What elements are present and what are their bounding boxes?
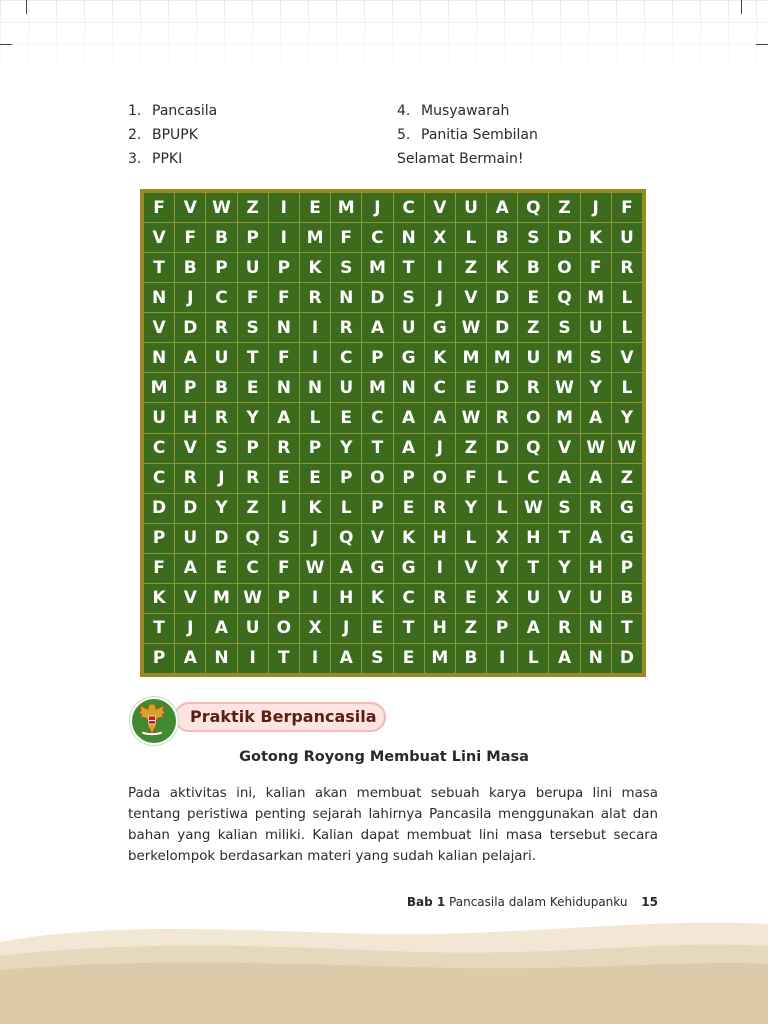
- puzzle-letter: I: [269, 193, 299, 222]
- puzzle-letter: E: [238, 373, 268, 402]
- puzzle-letter: I: [487, 644, 517, 673]
- puzzle-letter: N: [269, 313, 299, 342]
- word-search-puzzle: [140, 189, 646, 677]
- puzzle-letter: P: [175, 373, 205, 402]
- closing-text: Selamat Bermain!: [397, 151, 524, 167]
- puzzle-letter: T: [269, 644, 299, 673]
- puzzle-letter: K: [425, 343, 455, 372]
- puzzle-letter: D: [612, 644, 642, 673]
- chapter-title: Pancasila dalam Kehidupanku: [449, 895, 628, 909]
- puzzle-letter: A: [394, 403, 424, 432]
- puzzle-letter: A: [581, 464, 611, 493]
- puzzle-letter: F: [269, 554, 299, 583]
- puzzle-letter: U: [581, 313, 611, 342]
- puzzle-letter: C: [144, 464, 174, 493]
- puzzle-letter: F: [144, 193, 174, 222]
- puzzle-letter: N: [269, 373, 299, 402]
- puzzle-letter: J: [362, 193, 392, 222]
- puzzle-letter: C: [362, 403, 392, 432]
- puzzle-grid: [144, 193, 642, 673]
- puzzle-letter: G: [612, 494, 642, 523]
- puzzle-letter: J: [175, 283, 205, 312]
- puzzle-letter: R: [331, 313, 361, 342]
- puzzle-letter: W: [206, 193, 236, 222]
- puzzle-letter: V: [144, 313, 174, 342]
- puzzle-letter: B: [175, 253, 205, 282]
- puzzle-letter: A: [581, 524, 611, 553]
- puzzle-letter: K: [300, 253, 330, 282]
- puzzle-letter: S: [549, 313, 579, 342]
- puzzle-letter: D: [362, 283, 392, 312]
- puzzle-letter: U: [331, 373, 361, 402]
- puzzle-letter: A: [331, 554, 361, 583]
- puzzle-letter: E: [394, 494, 424, 523]
- puzzle-letter: A: [581, 403, 611, 432]
- activity-paragraph: Pada aktivitas ini, kalian akan membuat sebuah karya berupa lini masa tentang peristiwa penting sejarah lahirnya Pancasila menggunakan alat dan bahan yang kalian miliki. Kalian dapat membuat lini masa tersebut secara berkelompok berdasarkan materi yang sudah kalian pelajari.: [128, 786, 658, 864]
- puzzle-letter: N: [300, 373, 330, 402]
- puzzle-letter: V: [425, 193, 455, 222]
- puzzle-letter: V: [549, 584, 579, 613]
- page-footer: [407, 895, 658, 909]
- puzzle-letter: I: [300, 343, 330, 372]
- puzzle-letter: U: [456, 193, 486, 222]
- puzzle-letter: R: [487, 403, 517, 432]
- puzzle-letter: M: [549, 343, 579, 372]
- puzzle-letter: N: [206, 644, 236, 673]
- puzzle-letter: E: [456, 373, 486, 402]
- puzzle-letter: E: [518, 283, 548, 312]
- puzzle-letter: B: [206, 373, 236, 402]
- section-title: Praktik Berpancasila: [190, 707, 377, 726]
- puzzle-letter: T: [394, 253, 424, 282]
- puzzle-letter: F: [175, 223, 205, 252]
- puzzle-letter: F: [612, 193, 642, 222]
- puzzle-letter: P: [331, 464, 361, 493]
- puzzle-letter: L: [487, 494, 517, 523]
- puzzle-letter: E: [362, 614, 392, 643]
- puzzle-letter: P: [144, 524, 174, 553]
- puzzle-letter: M: [300, 223, 330, 252]
- puzzle-letter: M: [331, 193, 361, 222]
- puzzle-letter: D: [487, 434, 517, 463]
- puzzle-letter: J: [331, 614, 361, 643]
- puzzle-letter: S: [269, 524, 299, 553]
- puzzle-letter: I: [238, 644, 268, 673]
- puzzle-letter: A: [425, 403, 455, 432]
- crop-mark: [26, 0, 27, 14]
- puzzle-letter: T: [518, 554, 548, 583]
- puzzle-letter: H: [518, 524, 548, 553]
- puzzle-letter: L: [487, 464, 517, 493]
- puzzle-letter: K: [394, 524, 424, 553]
- crop-mark: [741, 0, 742, 14]
- puzzle-letter: L: [612, 373, 642, 402]
- puzzle-letter: X: [425, 223, 455, 252]
- puzzle-letter: C: [238, 554, 268, 583]
- puzzle-letter: E: [394, 644, 424, 673]
- puzzle-letter: J: [581, 193, 611, 222]
- puzzle-letter: H: [581, 554, 611, 583]
- puzzle-letter: P: [300, 434, 330, 463]
- puzzle-letter: V: [456, 283, 486, 312]
- puzzle-letter: R: [206, 313, 236, 342]
- puzzle-letter: V: [175, 193, 205, 222]
- list-item: 5. Panitia Sembilan: [397, 127, 538, 143]
- puzzle-letter: E: [456, 584, 486, 613]
- puzzle-letter: W: [300, 554, 330, 583]
- puzzle-letter: R: [518, 373, 548, 402]
- puzzle-letter: K: [300, 494, 330, 523]
- puzzle-letter: D: [487, 373, 517, 402]
- puzzle-letter: X: [487, 584, 517, 613]
- puzzle-letter: V: [175, 584, 205, 613]
- puzzle-letter: Z: [456, 253, 486, 282]
- puzzle-letter: Z: [456, 434, 486, 463]
- puzzle-letter: K: [144, 584, 174, 613]
- puzzle-letter: H: [175, 403, 205, 432]
- puzzle-letter: T: [394, 614, 424, 643]
- puzzle-letter: S: [238, 313, 268, 342]
- puzzle-letter: T: [144, 253, 174, 282]
- puzzle-letter: Z: [238, 193, 268, 222]
- garuda-icon: [136, 701, 168, 737]
- puzzle-letter: B: [612, 584, 642, 613]
- puzzle-letter: N: [144, 283, 174, 312]
- puzzle-letter: M: [362, 253, 392, 282]
- puzzle-letter: G: [362, 554, 392, 583]
- puzzle-letter: K: [581, 223, 611, 252]
- puzzle-letter: C: [425, 373, 455, 402]
- puzzle-letter: M: [206, 584, 236, 613]
- puzzle-letter: G: [394, 554, 424, 583]
- puzzle-letter: C: [394, 584, 424, 613]
- puzzle-letter: J: [425, 283, 455, 312]
- puzzle-letter: S: [206, 434, 236, 463]
- puzzle-letter: A: [518, 614, 548, 643]
- puzzle-letter: M: [549, 403, 579, 432]
- puzzle-letter: U: [581, 584, 611, 613]
- puzzle-letter: A: [487, 193, 517, 222]
- puzzle-letter: W: [518, 494, 548, 523]
- puzzle-letter: A: [269, 403, 299, 432]
- puzzle-letter: R: [425, 494, 455, 523]
- puzzle-letter: R: [581, 494, 611, 523]
- puzzle-letter: W: [456, 313, 486, 342]
- puzzle-letter: N: [394, 223, 424, 252]
- puzzle-letter: R: [238, 464, 268, 493]
- puzzle-letter: A: [549, 464, 579, 493]
- puzzle-letter: Y: [456, 494, 486, 523]
- puzzle-letter: F: [456, 464, 486, 493]
- puzzle-letter: N: [394, 373, 424, 402]
- puzzle-letter: Z: [612, 464, 642, 493]
- puzzle-letter: U: [175, 524, 205, 553]
- puzzle-letter: W: [549, 373, 579, 402]
- puzzle-letter: Y: [612, 403, 642, 432]
- puzzle-letter: I: [269, 494, 299, 523]
- puzzle-letter: S: [362, 644, 392, 673]
- puzzle-letter: S: [518, 223, 548, 252]
- puzzle-letter: X: [487, 524, 517, 553]
- puzzle-letter: O: [425, 464, 455, 493]
- puzzle-letter: V: [144, 223, 174, 252]
- puzzle-letter: O: [362, 464, 392, 493]
- puzzle-letter: P: [269, 584, 299, 613]
- puzzle-letter: Z: [238, 494, 268, 523]
- page-number: 15: [641, 895, 658, 909]
- puzzle-letter: H: [331, 584, 361, 613]
- puzzle-letter: I: [300, 313, 330, 342]
- puzzle-letter: M: [425, 644, 455, 673]
- puzzle-letter: B: [518, 253, 548, 282]
- puzzle-letter: X: [300, 614, 330, 643]
- puzzle-letter: A: [175, 644, 205, 673]
- crop-mark: [0, 44, 12, 45]
- puzzle-letter: U: [206, 343, 236, 372]
- puzzle-letter: C: [518, 464, 548, 493]
- puzzle-letter: D: [175, 494, 205, 523]
- chapter-label: Bab 1: [406, 895, 446, 909]
- puzzle-letter: U: [518, 584, 548, 613]
- puzzle-letter: Q: [549, 283, 579, 312]
- puzzle-letter: S: [331, 253, 361, 282]
- crop-mark: [756, 44, 768, 45]
- puzzle-letter: N: [581, 644, 611, 673]
- puzzle-letter: T: [238, 343, 268, 372]
- puzzle-letter: A: [175, 343, 205, 372]
- puzzle-letter: I: [425, 554, 455, 583]
- puzzle-letter: L: [518, 644, 548, 673]
- puzzle-letter: P: [394, 464, 424, 493]
- puzzle-letter: H: [425, 524, 455, 553]
- puzzle-letter: R: [175, 464, 205, 493]
- puzzle-letter: V: [175, 434, 205, 463]
- puzzle-letter: P: [612, 554, 642, 583]
- puzzle-letter: J: [175, 614, 205, 643]
- puzzle-letter: E: [300, 193, 330, 222]
- puzzle-letter: E: [269, 464, 299, 493]
- puzzle-letter: Q: [331, 524, 361, 553]
- puzzle-letter: F: [581, 253, 611, 282]
- puzzle-letter: C: [362, 223, 392, 252]
- puzzle-letter: P: [238, 223, 268, 252]
- puzzle-letter: R: [425, 584, 455, 613]
- puzzle-letter: T: [549, 524, 579, 553]
- puzzle-letter: V: [612, 343, 642, 372]
- puzzle-letter: T: [144, 614, 174, 643]
- puzzle-letter: L: [456, 223, 486, 252]
- puzzle-letter: B: [487, 223, 517, 252]
- puzzle-letter: P: [206, 253, 236, 282]
- puzzle-letter: A: [549, 644, 579, 673]
- puzzle-letter: Y: [549, 554, 579, 583]
- puzzle-letter: C: [331, 343, 361, 372]
- puzzle-letter: C: [206, 283, 236, 312]
- puzzle-letter: T: [612, 614, 642, 643]
- puzzle-letter: L: [300, 403, 330, 432]
- puzzle-letter: I: [425, 253, 455, 282]
- puzzle-letter: T: [362, 434, 392, 463]
- puzzle-letter: R: [269, 434, 299, 463]
- puzzle-letter: I: [300, 644, 330, 673]
- decorative-wave: [0, 912, 768, 1024]
- puzzle-letter: N: [144, 343, 174, 372]
- puzzle-letter: J: [425, 434, 455, 463]
- puzzle-letter: I: [269, 223, 299, 252]
- puzzle-letter: G: [394, 343, 424, 372]
- puzzle-letter: Z: [549, 193, 579, 222]
- puzzle-letter: M: [487, 343, 517, 372]
- puzzle-letter: Q: [518, 434, 548, 463]
- puzzle-letter: K: [362, 584, 392, 613]
- puzzle-letter: U: [238, 614, 268, 643]
- puzzle-letter: E: [206, 554, 236, 583]
- puzzle-letter: C: [394, 193, 424, 222]
- puzzle-letter: V: [362, 524, 392, 553]
- puzzle-letter: D: [144, 494, 174, 523]
- puzzle-letter: A: [331, 644, 361, 673]
- puzzle-letter: A: [362, 313, 392, 342]
- puzzle-letter: U: [612, 223, 642, 252]
- puzzle-letter: S: [394, 283, 424, 312]
- puzzle-letter: E: [300, 464, 330, 493]
- puzzle-letter: U: [238, 253, 268, 282]
- puzzle-letter: R: [612, 253, 642, 282]
- puzzle-letter: S: [581, 343, 611, 372]
- puzzle-letter: I: [300, 584, 330, 613]
- puzzle-letter: Y: [487, 554, 517, 583]
- puzzle-letter: H: [425, 614, 455, 643]
- puzzle-letter: P: [238, 434, 268, 463]
- puzzle-letter: R: [300, 283, 330, 312]
- puzzle-letter: V: [456, 554, 486, 583]
- puzzle-letter: P: [362, 494, 392, 523]
- puzzle-letter: A: [175, 554, 205, 583]
- puzzle-letter: O: [518, 403, 548, 432]
- puzzle-letter: D: [175, 313, 205, 342]
- puzzle-letter: P: [269, 253, 299, 282]
- puzzle-letter: Q: [238, 524, 268, 553]
- puzzle-letter: Y: [206, 494, 236, 523]
- puzzle-letter: W: [238, 584, 268, 613]
- puzzle-letter: F: [269, 283, 299, 312]
- puzzle-letter: U: [394, 313, 424, 342]
- puzzle-letter: Y: [238, 403, 268, 432]
- puzzle-letter: V: [549, 434, 579, 463]
- puzzle-letter: L: [456, 524, 486, 553]
- decorative-grid: [0, 0, 768, 80]
- puzzle-letter: J: [206, 464, 236, 493]
- puzzle-letter: M: [362, 373, 392, 402]
- puzzle-letter: B: [456, 644, 486, 673]
- puzzle-letter: B: [206, 223, 236, 252]
- puzzle-letter: A: [206, 614, 236, 643]
- puzzle-letter: L: [331, 494, 361, 523]
- puzzle-letter: L: [612, 313, 642, 342]
- puzzle-letter: F: [144, 554, 174, 583]
- puzzle-letter: F: [269, 343, 299, 372]
- puzzle-letter: Q: [518, 193, 548, 222]
- puzzle-letter: M: [581, 283, 611, 312]
- puzzle-letter: P: [144, 644, 174, 673]
- puzzle-letter: Z: [518, 313, 548, 342]
- puzzle-letter: J: [300, 524, 330, 553]
- puzzle-letter: R: [549, 614, 579, 643]
- puzzle-letter: D: [487, 313, 517, 342]
- puzzle-letter: W: [612, 434, 642, 463]
- puzzle-letter: P: [362, 343, 392, 372]
- puzzle-letter: N: [581, 614, 611, 643]
- list-item: 3. PPKI: [128, 151, 183, 167]
- puzzle-letter: R: [206, 403, 236, 432]
- activity-heading: Gotong Royong Membuat Lini Masa: [239, 749, 529, 765]
- puzzle-letter: A: [394, 434, 424, 463]
- puzzle-letter: D: [206, 524, 236, 553]
- puzzle-letter: U: [144, 403, 174, 432]
- list-item: 1. Pancasila: [128, 103, 218, 119]
- puzzle-letter: P: [487, 614, 517, 643]
- puzzle-letter: S: [549, 494, 579, 523]
- puzzle-letter: F: [238, 283, 268, 312]
- puzzle-letter: L: [612, 283, 642, 312]
- puzzle-letter: O: [549, 253, 579, 282]
- puzzle-letter: Y: [331, 434, 361, 463]
- puzzle-letter: K: [487, 253, 517, 282]
- puzzle-letter: N: [331, 283, 361, 312]
- puzzle-letter: C: [144, 434, 174, 463]
- puzzle-letter: D: [487, 283, 517, 312]
- puzzle-letter: E: [331, 403, 361, 432]
- list-item: 4. Musyawarah: [397, 103, 510, 119]
- list-item: 2. BPUPK: [128, 127, 198, 143]
- puzzle-letter: U: [518, 343, 548, 372]
- puzzle-letter: M: [456, 343, 486, 372]
- puzzle-letter: Y: [581, 373, 611, 402]
- puzzle-letter: W: [581, 434, 611, 463]
- puzzle-letter: Z: [456, 614, 486, 643]
- puzzle-letter: F: [331, 223, 361, 252]
- puzzle-letter: O: [269, 614, 299, 643]
- puzzle-letter: G: [612, 524, 642, 553]
- puzzle-letter: D: [549, 223, 579, 252]
- puzzle-letter: M: [144, 373, 174, 402]
- puzzle-letter: G: [425, 313, 455, 342]
- puzzle-letter: W: [456, 403, 486, 432]
